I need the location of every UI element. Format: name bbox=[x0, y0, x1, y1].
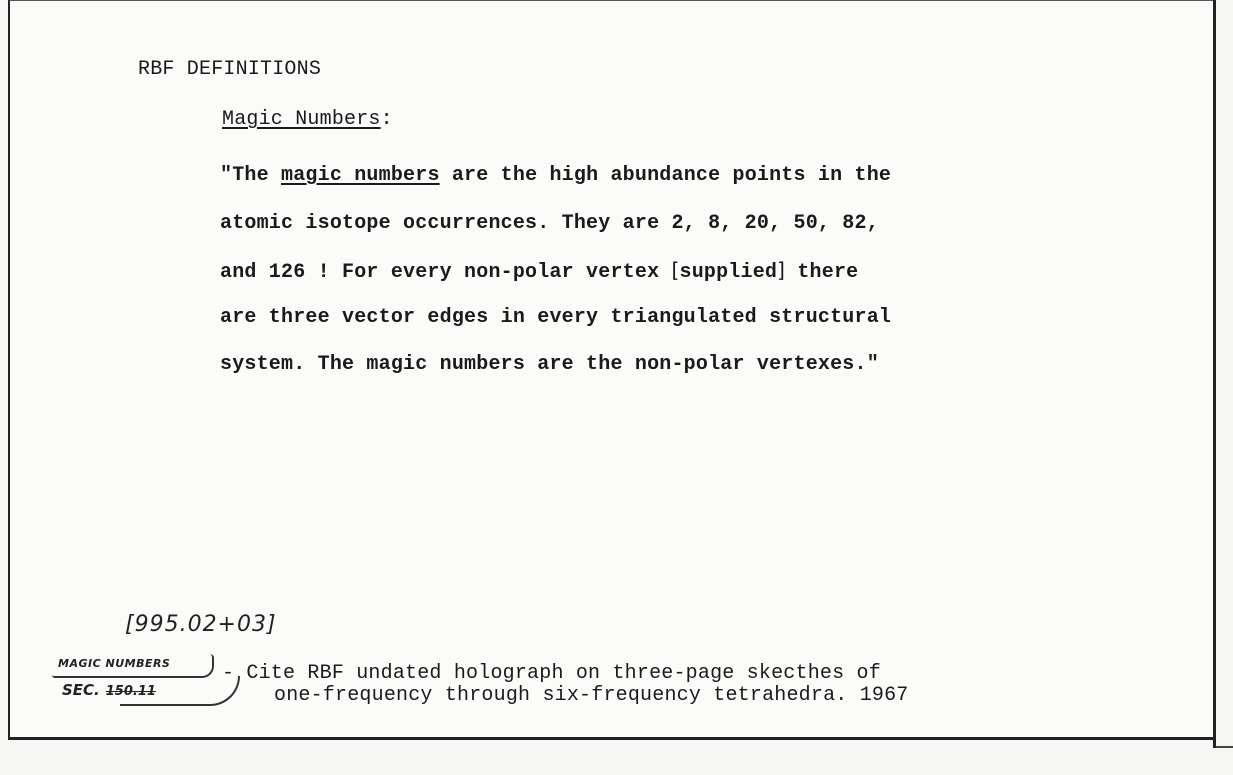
handwritten-reference-code: [995.02+03] bbox=[125, 612, 277, 637]
section-heading bbox=[222, 108, 393, 131]
quote-line-5: system. The magic numbers are the non-polar vertexes." bbox=[220, 353, 879, 376]
quote-line-1-rest: are the high abundance points in the bbox=[439, 164, 892, 187]
quote-line-2: atomic isotope occurrences. They are 2, 8, 20, 50, 82, bbox=[220, 212, 879, 235]
card-bottom-edge bbox=[1216, 746, 1233, 748]
struck-section-number: 150.11 bbox=[105, 684, 156, 699]
citation-line-1: - Cite RBF undated holograph on three-page skecthes of bbox=[222, 662, 881, 685]
quote-line-3-start: and 126 ! For every non-polar vertex bbox=[220, 261, 672, 284]
handwritten-section-label bbox=[62, 681, 156, 699]
underlined-term: magic numbers bbox=[281, 164, 440, 187]
quote-line-4: are three vector edges in every triangulated structural bbox=[220, 306, 892, 329]
section-label-text: SEC. bbox=[62, 681, 100, 699]
quote-open: "The bbox=[220, 164, 282, 187]
editorial-bracket-close: ] bbox=[777, 258, 786, 282]
handwritten-tag-label: MAGIC NUMBERS bbox=[58, 657, 171, 670]
quote-line-3-end: there bbox=[785, 261, 859, 284]
quote-line-3 bbox=[220, 258, 858, 284]
page-title: RBF DEFINITIONS bbox=[138, 58, 322, 81]
section-heading-text: Magic Numbers bbox=[222, 108, 381, 131]
citation-line-2: one-frequency through six-frequency tetrahedra. 1967 bbox=[274, 684, 909, 707]
section-heading-colon: : bbox=[380, 108, 393, 131]
quote-line-1 bbox=[220, 164, 891, 187]
editorial-bracket-open: [ bbox=[671, 258, 680, 282]
card-right-edge bbox=[1213, 0, 1216, 748]
editorial-insert: supplied bbox=[679, 261, 778, 284]
